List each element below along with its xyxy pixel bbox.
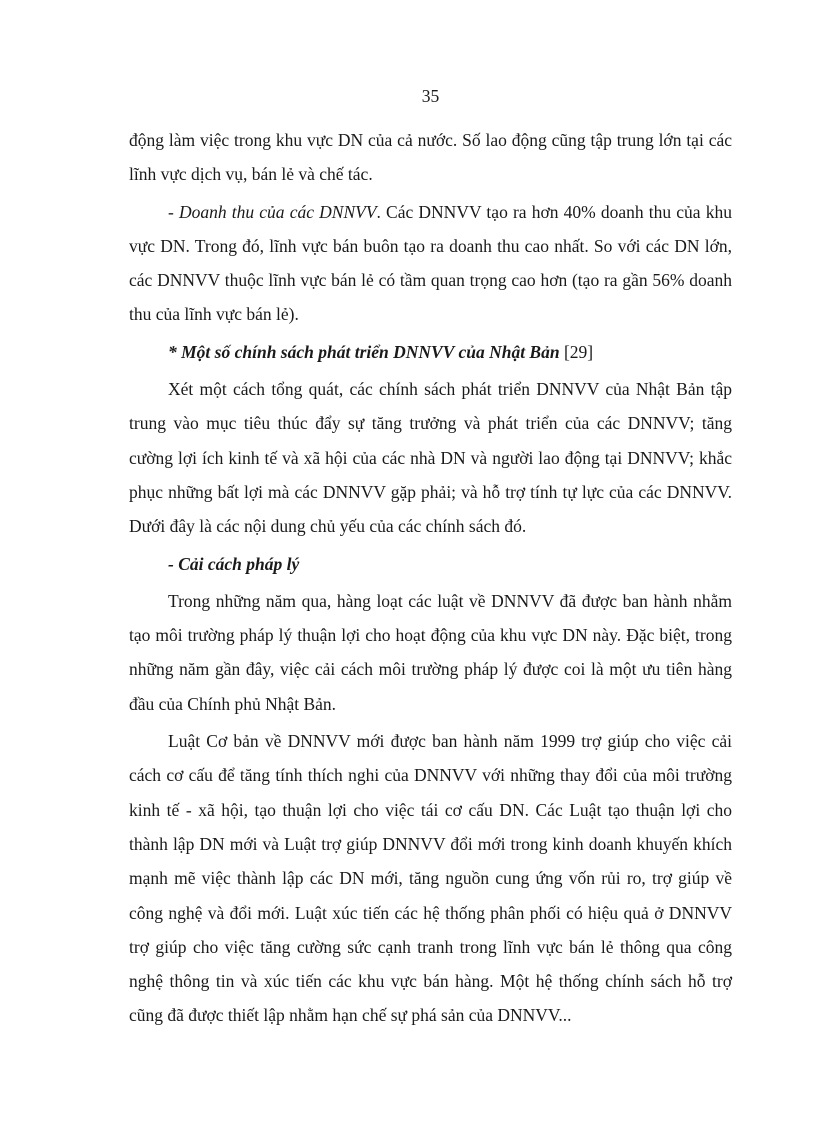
paragraph-text: Xét một cách tổng quát, các chính sách phát triển DNNVV của Nhật Bản tập trung vào mục tiêu thúc đẩy sự tăng trưởng và phát triển của các DNNVV; tăng cường lợi ích kinh tế và xã hội của các nhà DN và người lao động tại DNNVV; khắc phục những bất lợi mà các DNNVV gặp phải; và hỗ trợ tính tự lực của các DNNVV. Dưới đây là các nội dung chủ yếu của các chính sách đó. (129, 379, 732, 537)
paragraph-basic-law (129, 724, 732, 1033)
paragraph-policy-overview (129, 372, 732, 543)
paragraph-legal-reform (129, 584, 732, 721)
page-number: 35 (421, 86, 440, 106)
section-heading-text: * Một số chính sách phát triển DNNVV của Nhật Bản (168, 341, 560, 362)
paragraph-text: . Các DNNVV tạo ra hơn 40% doanh thu của khu vực DN. Trong đó, lĩnh vực bán buôn tạo ra doanh thu cao nhất. So với các DN lớn, các DNNVV thuộc lĩnh vực bán lẻ có tầm quan trọng cao hơn (tạo ra gần 56% doanh thu của lĩnh vực bán lẻ). (129, 201, 732, 325)
section-heading-policies (129, 335, 732, 369)
body-text (129, 123, 732, 1033)
citation-ref: [29] (559, 341, 594, 362)
paragraph-text: Luật Cơ bản về DNNVV mới được ban hành năm 1999 trợ giúp cho việc cải cách cơ cấu để tăng tính thích nghi của DNNVV với những thay đổi của môi trường kinh tế - xã hội, tạo thuận lợi cho việc tái cơ cấu DN. Các Luật tạo thuận lợi cho thành lập DN mới và Luật trợ giúp DNNVV đổi mới trong kinh doanh khuyến khích mạnh mẽ việc thành lập các DN mới, tăng nguồn cung ứng vốn rủi ro, trợ giúp về công nghệ và đổi mới. Luật xúc tiến các hệ thống phân phối có hiệu quả ở DNNVV trợ giúp cho việc tăng cường sức cạnh tranh trong lĩnh vực bán lẻ thông qua công nghệ thông tin và xúc tiến các khu vực bán hàng. Một hệ thống chính sách hỗ trợ cũng đã được thiết lập nhằm hạn chế sự phá sản của DNNVV... (129, 731, 732, 1026)
paragraph-text: động làm việc trong khu vực DN của cả nước. Số lao động cũng tập trung lớn tại các lĩnh vực dịch vụ, bán lẻ và chế tác. (129, 130, 732, 185)
subheading-text: - Cải cách pháp lý (168, 553, 300, 574)
subheading-legal-reform (129, 547, 732, 581)
paragraph-text: Trong những năm qua, hàng loạt các luật về DNNVV đã được ban hành nhằm tạo môi trường pháp lý thuận lợi cho hoạt động của khu vực DN này. Đặc biệt, trong những năm gần đây, việc cải cách môi trường pháp lý được coi là một ưu tiên hàng đầu của Chính phủ Nhật Bản. (129, 590, 732, 714)
paragraph-continuation (129, 123, 732, 192)
paragraph-revenue (129, 195, 732, 332)
italic-lead: - Doanh thu của các DNNVV (168, 201, 377, 222)
